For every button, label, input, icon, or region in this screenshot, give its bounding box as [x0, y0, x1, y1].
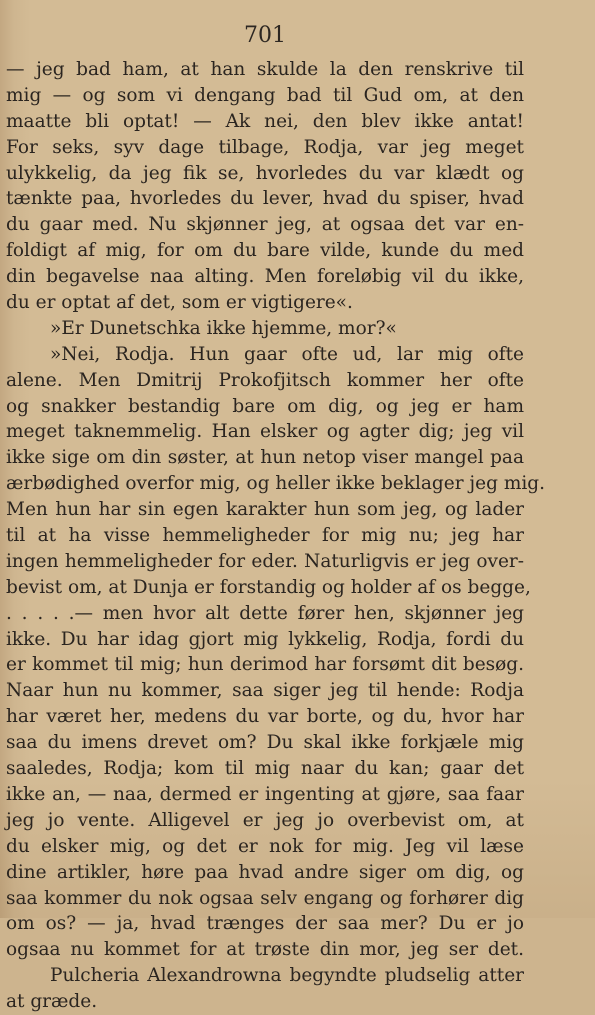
text-line: meget taknemmelig. Han elsker og agter dig; jeg vil	[6, 421, 524, 443]
text-line: din begavelse naa alting. Men foreløbig vil du ikke,	[6, 266, 524, 288]
text-line: saa kommer du nok ogsaa selv engang og forhører dig	[6, 887, 524, 909]
text-line: mig — og som vi dengang bad til Gud om, at den	[6, 84, 524, 106]
text-line: saaledes, Rodja; kom til mig naar du kan; gaar det	[6, 758, 524, 780]
text-line: dine artikler, høre paa hvad andre siger om dig, og	[6, 861, 524, 883]
text-line: foldigt af mig, for om du bare vilde, kunde du med	[6, 240, 524, 262]
text-line: saa du imens drevet om? Du skal ikke forkjæle mig	[6, 732, 524, 754]
text-line: For seks, syv dage tilbage, Rodja, var jeg meget	[6, 136, 524, 158]
text-line: ingen hemmeligheder for eder. Naturligvis er jeg over-	[6, 550, 524, 572]
page-number: 701	[244, 23, 286, 48]
text-line: tænkte paa, hvorledes du lever, hvad du spiser, hvad	[6, 188, 524, 210]
text-line: til at ha visse hemmeligheder for mig nu; jeg har	[6, 525, 524, 547]
text-line: ulykkelig, da jeg fik se, hvorledes du var klædt og	[6, 162, 524, 184]
text-line: Naar hun nu kommer, saa siger jeg til hende: Rodja	[6, 680, 524, 702]
text-line: »Nei, Rodja. Hun gaar ofte ud, lar mig ofte	[50, 343, 524, 365]
text-line: bevist om, at Dunja er forstandig og holder af os begge,	[6, 576, 531, 598]
text-line: ærbødighed overfor mig, og heller ikke beklager jeg mig.	[6, 473, 546, 495]
text-line: Pulcheria Alexandrowna begyndte pludselig atter	[50, 965, 524, 987]
text-line: ogsaa nu kommet for at trøste din mor, jeg ser det.	[6, 939, 524, 961]
text-line: jeg jo vente. Alligevel er jeg jo overbevist om, at	[6, 809, 524, 831]
text-line: »Er Dunetschka ikke hjemme, mor?«	[50, 317, 397, 339]
text-line: . . . . .— men hvor alt dette fører hen, skjønner jeg	[6, 602, 524, 624]
text-line: at græde.	[6, 991, 98, 1013]
text-line: du elsker mig, og det er nok for mig. Jeg vil læse	[6, 835, 524, 857]
body-text	[6, 57, 546, 1015]
text-line: er kommet til mig; hun derimod har forsømt dit besøg.	[6, 654, 524, 676]
text-line: du gaar med. Nu skjønner jeg, at ogsaa det var en-	[6, 214, 524, 236]
text-line: ikke sige om din søster, at hun netop viser mangel paa	[6, 447, 524, 469]
text-line: du er optat af det, som er vigtigere«.	[6, 292, 353, 314]
text-line: ikke. Du har idag gjort mig lykkelig, Rodja, fordi du	[6, 628, 524, 650]
text-line: om os? — ja, hvad trænges der saa mer? Du er jo	[6, 913, 524, 935]
text-line: Men hun har sin egen karakter hun som jeg, og lader	[6, 499, 524, 521]
text-line: maatte bli optat! — Ak nei, den blev ikke antat!	[6, 110, 524, 132]
text-line: alene. Men Dmitrij Prokofjitsch kommer her ofte	[6, 369, 524, 391]
text-line: og snakker bestandig bare om dig, og jeg er ham	[6, 395, 524, 417]
text-line: ikke an, — naa, dermed er ingenting at gjøre, saa faar	[6, 783, 524, 805]
text-line: — jeg bad ham, at han skulde la den renskrive til	[6, 59, 524, 80]
text-line: har været her, medens du var borte, og du, hvor har	[6, 706, 524, 728]
